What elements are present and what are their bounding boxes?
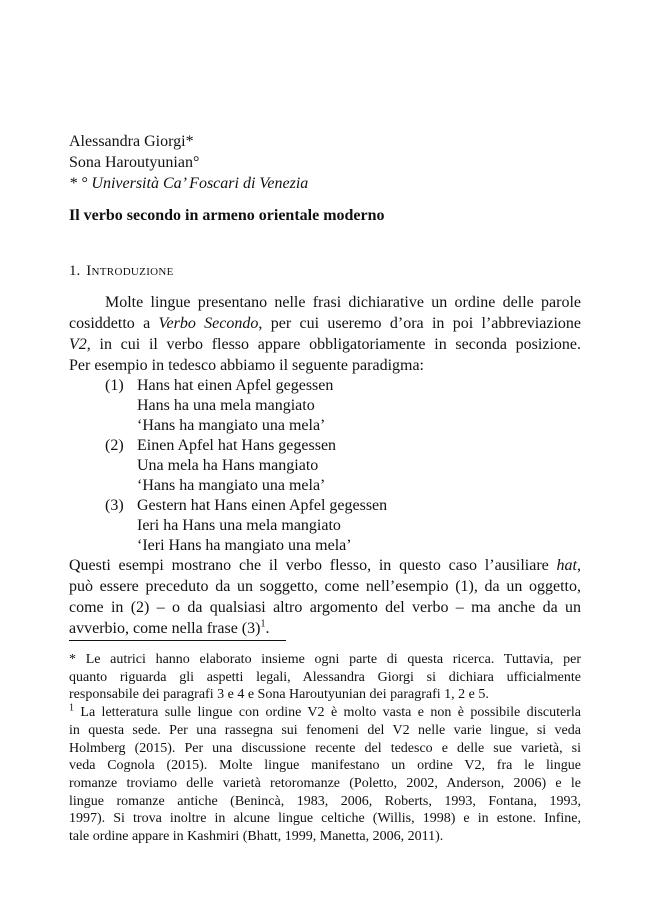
example-translation: ‘Hans ha mangiato una mela’ [137,417,326,434]
paper-title: Il verbo secondo in armeno orientale moderno [69,207,385,224]
section-heading [69,263,174,280]
italic-term: Verbo Secondo [158,315,259,332]
example-item [105,376,387,436]
author-block [69,131,308,194]
section-title: Introduzione [86,263,174,279]
body-paragraph [69,555,581,639]
author-name: Sona Haroutyunian° [69,154,200,171]
example-german: Einen Apfel hat Hans gegessen [137,437,337,454]
footnote-line: lingue romanze antiche (Benincà, 1983, 2006, Roberts, 1993, Fontana, 1993, [69,793,581,809]
footnote-line: veda Cognola (2015). Molte lingue manifestano un ordine V2, fra le lingue [69,758,581,774]
text-line: Per esempio in tedesco abbiamo il seguente paradigma: [69,357,424,374]
example-gloss: Una mela ha Hans mangiato [137,457,319,474]
footnote-reference[interactable]: 1 [260,618,266,630]
footnote-star [69,651,581,704]
example-gloss: Ieri ha Hans una mela mangiato [137,517,341,534]
affiliation: * ° Università Ca’ Foscari di Venezia [69,175,309,192]
example-item [105,496,387,556]
footnote-line [69,704,581,722]
footnotes [69,651,581,846]
footnote-line: 1997). Si trova inoltre in alcune lingue celtiche (Willis, 1998) e in estone. Infine, [69,811,581,827]
text-span: , in cui il verbo flesso appare obbligatoriamente in seconda posizione. [86,336,581,353]
footnote-mark: 1 [69,702,74,714]
example-translation: ‘Hans ha mangiato una mela’ [137,477,326,494]
author-name: Alessandra Giorgi* [69,133,194,150]
example-number: (1) [105,377,124,394]
text-line [69,618,581,639]
text-line: Molte lingue presentano nelle frasi dichiarative un ordine delle parole [105,294,581,311]
text-span: , per cui useremo d’ora in poi l’abbreviazione [258,315,582,332]
example-number: (3) [105,497,124,514]
text-line: come in (2) – o da qualsiasi altro argomento del verbo – ma anche da un [69,599,581,616]
text-span: , [577,557,581,574]
footnote-line: in questa sede. Per una rassegna sui fenomeni del V2 nelle varie lingue, si veda [69,722,581,738]
footnote-1 [69,704,581,846]
text-line [69,555,581,576]
example-list [105,376,387,556]
text-line [69,334,581,355]
italic-term: hat [556,557,577,574]
text-span: avverbio, come nella frase (3) [69,620,261,637]
text-span: La letteratura sulle lingue con ordine V2 è molto vasta e non è possibile discuterla [74,705,581,721]
footnote-line: * Le autrici hanno elaborato insieme ogni parte di questa ricerca. Tuttavia, per [69,652,581,667]
example-german: Gestern hat Hans einen Apfel gegessen [137,497,388,514]
section-number: 1. [69,263,81,279]
example-german: Hans hat einen Apfel gegessen [137,377,334,394]
example-item [105,436,387,496]
footnote-line: Holmberg (2015). Per una discussione recente del tedesco e delle sue varietà, si [69,740,581,756]
example-number: (2) [105,437,124,454]
footnote-separator [69,640,286,641]
text-span: Questi esempi mostrano che il verbo flesso, in questo caso l’ausiliare [69,557,557,574]
body-paragraph [69,292,581,376]
footnote-line: quanto riguarda gli aspetti legali, Alessandra Giorgi si dichiara ufficialmente [69,669,581,685]
footnote-line: tale ordine appare in Kashmiri (Bhatt, 1999, Manetta, 2006, 2011). [69,829,444,845]
italic-term: V2 [69,336,87,353]
text-line [69,313,581,334]
example-gloss: Hans ha una mela mangiato [137,397,315,414]
text-span: cosiddetto a [69,315,159,332]
example-translation: ‘Ieri Hans ha mangiato una mela’ [137,537,352,554]
text-line: può essere preceduto da un soggetto, come nell’esempio (1), da un oggetto, [69,578,581,595]
footnote-line: responsabile dei paragrafi 3 e 4 e Sona Haroutyunian dei paragrafi 1, 2 e 5. [69,687,489,703]
text-span: . [265,620,270,637]
footnote-line: romanze troviamo delle varietà retoromanze (Poletto, 2002, Anderson, 2006) e le [69,775,581,791]
